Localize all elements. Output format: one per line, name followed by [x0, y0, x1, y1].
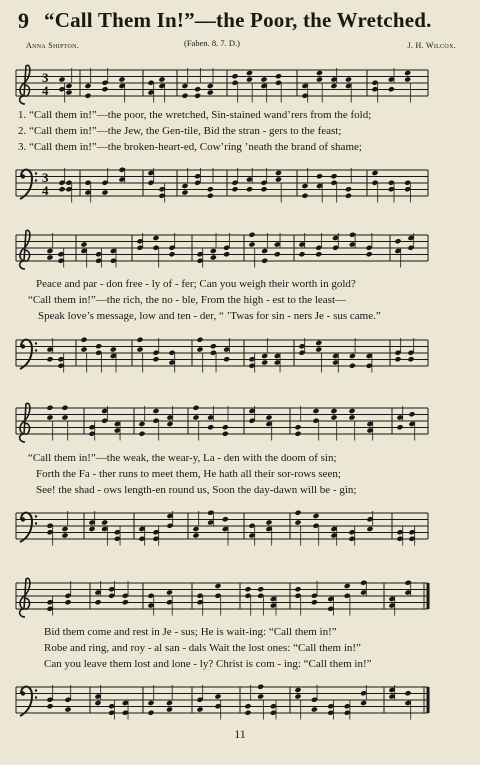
note-head — [257, 586, 264, 592]
note-head — [345, 186, 352, 192]
bass-clef-icon — [20, 513, 32, 542]
note-head — [394, 356, 401, 362]
note-head — [210, 248, 217, 254]
note-head — [65, 83, 72, 89]
note-head — [210, 343, 217, 349]
note-head — [315, 251, 322, 257]
tune-meter: (Faben. 8. 7. D.) — [184, 38, 240, 48]
note-head — [275, 170, 282, 176]
author-credit: Anna Shipton. — [26, 41, 80, 50]
bass-clef-dot — [21, 517, 25, 521]
note-head — [181, 189, 188, 195]
note-head — [46, 703, 53, 709]
note-head — [196, 706, 203, 712]
note-head — [246, 76, 253, 82]
note-head — [275, 176, 282, 182]
bass-staff — [0, 503, 480, 555]
verse-line: Robe and ring, and roy - al san - dals Wait the lost ones: “Call them in!” — [44, 642, 361, 654]
bass-clef-dot — [35, 179, 37, 181]
note-head — [192, 526, 199, 532]
note-head — [64, 599, 71, 605]
verse-line: “Call them in!”—the rich, the no - ble, From the high - est to the least— — [28, 294, 347, 306]
note-head — [80, 241, 87, 247]
hymn-number: 9 — [18, 8, 29, 33]
hymn-credits — [26, 38, 456, 52]
note-head — [181, 83, 188, 89]
note-head — [222, 516, 229, 522]
note-head — [246, 186, 253, 192]
meter-denominator: 4 — [42, 183, 49, 198]
note-head — [330, 414, 337, 420]
note-head — [166, 421, 173, 427]
note-head — [394, 238, 401, 244]
note-head — [316, 173, 323, 179]
note-head — [122, 599, 129, 605]
note-head — [312, 408, 319, 414]
verse-line: Forth the Fa - ther runs to meet them, He hath all their sor-rows seen; — [36, 468, 341, 480]
note-head — [246, 70, 253, 76]
note-head — [294, 510, 301, 516]
note-head — [61, 414, 68, 420]
bass-staff — [0, 330, 480, 382]
note-head — [46, 405, 53, 411]
note-head — [207, 424, 214, 430]
note-head — [168, 251, 175, 257]
note-head — [396, 424, 403, 430]
note-head — [166, 706, 173, 712]
note-head — [101, 189, 108, 195]
note-head — [349, 363, 356, 369]
verse-line: Bid them come and rest in Je - sus; He is wait-ing: “Call them in!” — [44, 626, 337, 638]
meter-denominator: 4 — [42, 83, 49, 98]
note-head — [349, 353, 356, 359]
note-head — [260, 186, 267, 192]
note-head — [348, 408, 355, 414]
note-head — [294, 424, 301, 430]
note-head — [257, 684, 264, 690]
bass-clef-dot — [35, 696, 37, 698]
note-head — [80, 346, 87, 352]
note-head — [294, 431, 301, 437]
note-head — [408, 411, 415, 417]
note-head — [46, 248, 53, 254]
treble-clef-icon — [20, 403, 30, 442]
note-head — [223, 356, 230, 362]
note-head — [95, 343, 102, 349]
note-head — [196, 337, 203, 343]
note-head — [207, 83, 214, 89]
note-head — [301, 183, 308, 189]
note-head — [261, 353, 268, 359]
verse-line: 3. “Call them in!”—the broken-heart-ed, Cow’ring ’neath the brand of shame; — [18, 141, 362, 153]
page-number: 11 — [234, 727, 246, 741]
hymn-header — [18, 6, 464, 36]
note-head — [311, 599, 318, 605]
note-head — [301, 193, 308, 199]
note-head — [80, 337, 87, 343]
note-head — [294, 519, 301, 525]
note-head — [94, 599, 101, 605]
treble-staff — [0, 398, 480, 450]
note-head — [152, 408, 159, 414]
note-head — [265, 519, 272, 525]
note-head — [366, 251, 373, 257]
verse-line: Can you leave them lost and lone - ly? Christ is com - ing: “Call them in!” — [44, 658, 372, 670]
note-head — [214, 693, 221, 699]
note-head — [94, 700, 101, 706]
note-head — [345, 193, 352, 199]
note-head — [261, 258, 268, 264]
note-head — [261, 248, 268, 254]
note-head — [244, 586, 251, 592]
bass-clef-dot — [21, 344, 25, 348]
note-head — [46, 414, 53, 420]
note-head — [207, 89, 214, 95]
treble-staff — [0, 225, 480, 277]
note-head — [147, 710, 154, 716]
treble-staff — [0, 573, 480, 625]
note-head — [311, 706, 318, 712]
note-head — [330, 83, 337, 89]
treble-staff — [0, 60, 480, 108]
note-head — [207, 193, 214, 199]
note-head — [138, 431, 145, 437]
bass-clef-dot — [35, 689, 37, 691]
note-head — [196, 346, 203, 352]
bass-clef-dot — [35, 522, 37, 524]
note-head — [275, 73, 282, 79]
note-head — [58, 186, 65, 192]
bass-clef-dot — [35, 515, 37, 517]
bass-clef-icon — [20, 170, 32, 199]
bass-clef-dot — [21, 691, 25, 695]
note-head — [84, 93, 91, 99]
note-head — [244, 710, 251, 716]
note-head — [360, 700, 367, 706]
note-head — [298, 251, 305, 257]
note-head — [348, 414, 355, 420]
note-head — [152, 235, 159, 241]
bass-clef-dot — [21, 174, 25, 178]
note-head — [274, 251, 281, 257]
note-head — [248, 232, 255, 238]
note-head — [312, 513, 319, 519]
note-head — [192, 532, 199, 538]
note-head — [388, 86, 395, 92]
note-head — [316, 70, 323, 76]
note-head — [315, 346, 322, 352]
note-head — [345, 76, 352, 82]
note-head — [192, 414, 199, 420]
note-head — [61, 405, 68, 411]
note-head — [88, 526, 95, 532]
verse-line: “Call them in!”—the weak, the wear-y, La - den with the doom of sin; — [28, 452, 337, 464]
note-head — [192, 405, 199, 411]
note-head — [181, 93, 188, 99]
note-head — [147, 700, 154, 706]
note-head — [158, 76, 165, 82]
note-head — [194, 86, 201, 92]
note-head — [231, 186, 238, 192]
note-head — [136, 337, 143, 343]
bass-clef-dot — [35, 342, 37, 344]
note-head — [222, 424, 229, 430]
note-head — [207, 186, 214, 192]
bass-clef-icon — [20, 687, 32, 716]
note-head — [84, 83, 91, 89]
bass-staff — [0, 677, 480, 729]
note-head — [260, 76, 267, 82]
note-head — [316, 76, 323, 82]
verse-line: Peace and par - don free - ly of - fer; Can you weigh their worth in gold? — [36, 278, 356, 290]
note-head — [61, 526, 68, 532]
note-head — [257, 693, 264, 699]
note-head — [261, 359, 268, 365]
note-head — [404, 76, 411, 82]
note-head — [65, 89, 72, 95]
note-head — [223, 251, 230, 257]
note-head — [248, 241, 255, 247]
verse-line: See! the shad - ows length-en round us, Soon the day-dawn will be - gin; — [36, 484, 357, 496]
note-head — [46, 254, 53, 260]
note-head — [101, 86, 108, 92]
note-head — [166, 589, 173, 595]
bass-clef-icon — [20, 340, 32, 369]
verse-block — [0, 276, 480, 326]
verse-block — [0, 107, 480, 157]
verse-line: 1. “Call them in!”—the poor, the wretched, Sin-stained wand’rers from the fold; — [18, 109, 372, 121]
note-head — [294, 586, 301, 592]
verse-line: 2. “Call them in!”—the Jew, the Gen-tile, Bid the stran - gers to the feast; — [18, 125, 342, 137]
verse-line: Speak love’s message, low and ten - der, “ ’Twas for sin - ners Je - sus came.” — [38, 310, 381, 322]
treble-clef-icon — [20, 578, 30, 617]
note-head — [118, 76, 125, 82]
verse-block — [0, 624, 480, 674]
note-head — [46, 356, 53, 362]
treble-clef-icon — [20, 65, 30, 104]
note-head — [194, 93, 201, 99]
note-head — [181, 183, 188, 189]
note-head — [344, 583, 351, 589]
meter-numerator: 3 — [42, 70, 49, 85]
bass-clef-dot — [35, 172, 37, 174]
treble-clef-icon — [20, 230, 30, 269]
verse-block — [0, 450, 480, 500]
meter-numerator: 3 — [42, 170, 49, 185]
note-head — [294, 687, 301, 693]
note-head — [244, 703, 251, 709]
note-head — [404, 70, 411, 76]
note-head — [265, 414, 272, 420]
note-head — [294, 693, 301, 699]
note-head — [330, 408, 337, 414]
hymn-title: “Call Them In!”—the Poor, the Wretched. — [44, 8, 432, 32]
note-head — [110, 346, 117, 352]
note-head — [330, 173, 337, 179]
note-head — [407, 356, 414, 362]
note-head — [166, 700, 173, 706]
bass-clef-dot — [35, 349, 37, 351]
note-head — [58, 76, 65, 82]
note-head — [214, 583, 221, 589]
note-head — [101, 519, 108, 525]
note-head — [210, 254, 217, 260]
bass-staff — [0, 160, 480, 212]
note-head — [64, 706, 71, 712]
note-head — [315, 340, 322, 346]
note-head — [231, 73, 238, 79]
composer-credit: J. H. Wilcox. — [407, 41, 456, 50]
note-head — [222, 431, 229, 437]
note-head — [152, 356, 159, 362]
note-head — [136, 346, 143, 352]
note-head — [366, 526, 373, 532]
note-head — [404, 690, 411, 696]
note-head — [138, 421, 145, 427]
note-head — [371, 170, 378, 176]
note-head — [61, 532, 68, 538]
